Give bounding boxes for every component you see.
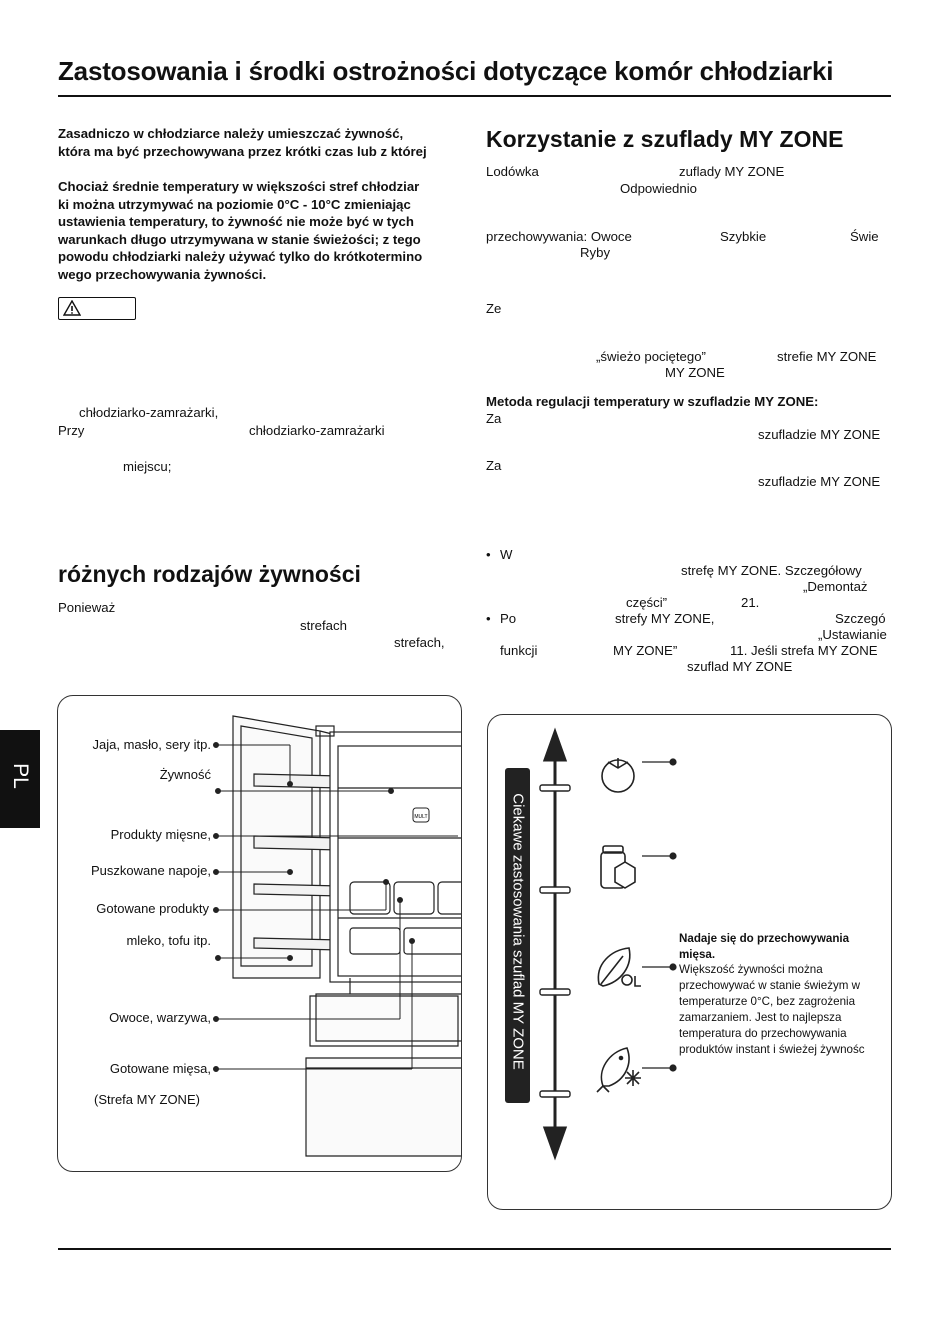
text-fragment: „świeżo pociętego” [596,349,706,364]
text-line: wego przechowywania żywności. [58,266,267,282]
tomato-icon [602,758,634,792]
text-fragment: szufladzie MY ZONE [758,474,881,489]
fridge-label: Żywność [159,767,211,782]
text-line: przechowywać w stanie świeżym w [679,979,861,992]
footer-rule [58,1248,891,1250]
text-line: mięsa. [679,948,716,961]
text-fragment: Lodówka [486,164,539,179]
title-underline [58,95,891,97]
text-fragment: przechowywania: Owoce [486,229,632,244]
text-fragment: strefę MY ZONE. Szczegółowy [681,563,862,578]
text-fragment: MY ZONE [665,365,725,380]
text-line: Zasadniczo w chłodziarce należy umieszczać żywność, [58,126,404,141]
text-line: powodu chłodziarki należy używać tylko do krótkotermino [58,249,423,264]
text-fragment: strefach, [394,635,445,650]
text-fragment: szufladzie MY ZONE [758,427,881,442]
bullet: • [486,611,491,626]
page-title: Zastosowania i środki ostrożności dotyczące komór chłodziarki [58,56,834,86]
intro-paragraph-1 [58,125,427,160]
text-fragment: „Ustawianie [818,627,887,642]
text-fragment: części” [626,595,668,610]
vertical-label-box [505,768,530,1103]
warning-box [58,297,136,320]
text-fragment: zuflady MY ZONE [679,164,785,179]
text-line: Nadaje się do przechowywania [679,932,850,945]
text-fragment: strefie MY ZONE [777,349,877,364]
intro-paragraph-2 [58,178,422,283]
text-fragment: funkcji [500,643,538,658]
fridge-label: Produkty mięsne, [110,827,211,842]
text-fragment: Za [486,411,502,426]
text-fragment: 21. [741,595,760,610]
text-fragment: Szczegó [835,611,886,626]
fridge-label: (Strefa MY ZONE) [94,1092,200,1107]
text-fragment: Za [486,458,502,473]
fridge-label: Gotowane mięsa, [109,1061,211,1076]
text-fragment: Ze [486,301,502,316]
fridge-label: Jaja, masło, sery itp. [92,737,211,752]
warning-icon [63,300,81,316]
fish-frost-icon [597,1048,641,1092]
jar-icon [601,846,635,888]
text-line: temperatura do przechowywania [679,1027,847,1040]
text-fragment: „Demontaż [803,579,868,594]
text-fragment: 11. Jeśli strefa MY ZONE [730,643,878,658]
bullet: • [486,547,491,562]
text-line: warunkach długo utrzymywana w stanie świeżości; z tego [58,231,421,247]
text-fragment: Przy [58,423,85,438]
text-fragment: szuflad MY ZONE [687,659,793,674]
language-tab-label: PL [9,763,32,789]
fridge-badge: MULT [414,814,428,820]
text-fragment: miejscu; [123,459,172,474]
text-fragment: W [500,547,513,562]
text-line: Większość żywności można [679,963,823,976]
text-fragment: strefy MY ZONE, [615,611,715,626]
text-line: która ma być przechowywana przez krótki czas lub z której [58,143,427,159]
text-fragment: Ponieważ [58,600,116,615]
text-line: ustawienia temperatury, to żywność nie może być w tych [58,214,414,229]
text-line: ki można utrzymywać na poziomie 0°C - 10°C zmieniając [58,196,411,212]
text-fragment: Po [500,611,517,626]
text-fragment: strefach [300,618,347,633]
fridge-label: mleko, tofu itp. [126,933,211,948]
text-line: zamarzaniem. Jest to najlepsza [679,1011,842,1024]
text-line: Chociaż średnie temperatury w większości stref chłodziar [58,179,420,194]
text-fragment: chłodziarko-zamrażarki [249,423,385,438]
text-fragment: MY ZONE” [613,643,678,658]
text-fragment: chłodziarko-zamrażarki, [79,405,219,420]
fridge-label: Gotowane produkty [96,901,209,916]
section-heading-food-types: różnych rodzajów żywności [58,561,361,587]
note-title [679,931,849,963]
text-line: produktów instant i świeżej żywnośc [679,1043,865,1056]
text-fragment: Ryby [580,245,611,260]
vertical-label: Ciekawe zastosowania szuflad MY ZONE [509,793,527,1070]
method-heading: Metoda regulacji temperatury w szufladzie MY ZONE: [486,394,819,409]
language-tab [0,730,40,828]
fridge-diagram-panel [57,695,462,1172]
section-heading-my-zone: Korzystanie z szuflady MY ZONE [486,126,844,152]
note-body [679,962,865,1058]
text-fragment: Świe [850,229,879,244]
text-line: temperaturze 0°C, bez zagrożenia [679,995,856,1008]
text-fragment: Szybkie [720,229,767,244]
text-fragment: Odpowiednio [620,181,697,196]
leaf-icon [598,948,641,986]
fridge-label: Owoce, warzywa, [109,1010,211,1025]
fridge-label: Puszkowane napoje, [91,863,211,878]
